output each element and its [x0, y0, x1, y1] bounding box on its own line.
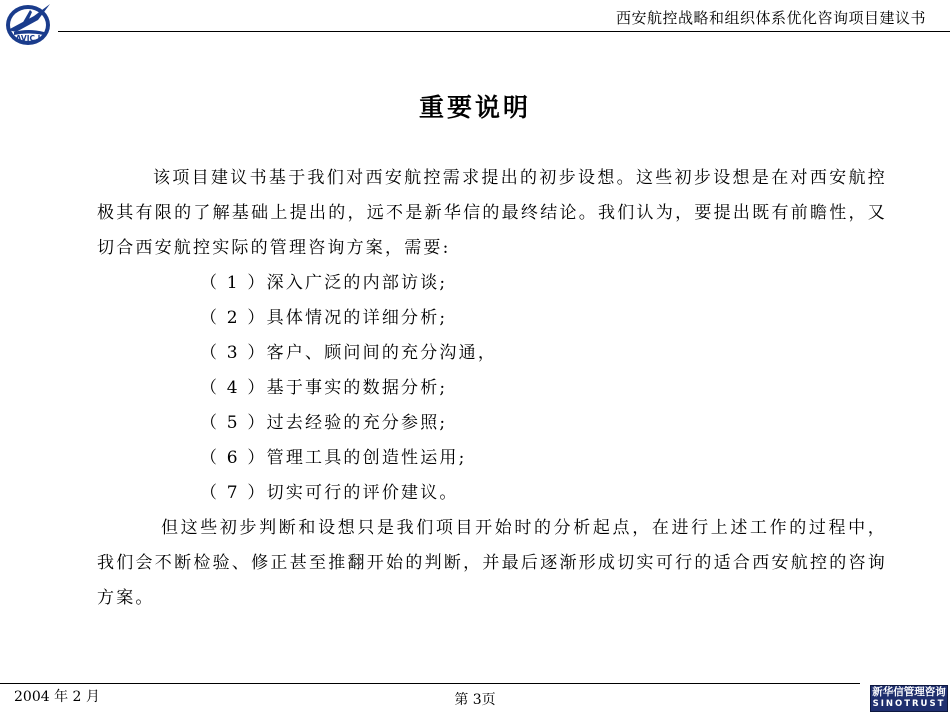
avic-emblem-icon: [4, 2, 54, 46]
list-item: （ 4 ）基于事实的数据分析;: [200, 378, 448, 398]
brand-name-en: SINOTRUST: [872, 699, 946, 709]
header-divider: [58, 31, 950, 32]
footer-divider: [0, 683, 860, 684]
list-item: （ 6 ）管理工具的创造性运用;: [200, 448, 467, 468]
page-title: 重要说明: [418, 93, 531, 122]
intro-paragraph: 该项目建议书基于我们对西安航控需求提出的初步设想。这些初步设想是在对西安航控极其有限的了解基础上提出的，远不是新华信的最终结论。我们认为，要提出既有前瞻性，又切合西安航控实际的管理咨询方案，需要:: [97, 168, 887, 258]
avic-logo: [4, 2, 54, 46]
requirements-list: [97, 266, 887, 511]
list-item: （ 2 ）具体情况的详细分析;: [200, 308, 448, 328]
conclusion-paragraph: 但这些初步判断和设想只是我们项目开始时的分析起点，在进行上述工作的过程中，我们会不断检验、修正甚至推翻开始的判断，并最后逐渐形成切实可行的适合西安航控的咨询方案。: [97, 518, 887, 608]
logo-text: AVIC I: [15, 34, 41, 43]
list-item: （ 1 ）深入广泛的内部访谈;: [200, 273, 448, 293]
footer-date: 2004 年 2 月: [14, 689, 100, 705]
brand-name-cn: 新华信管理咨询: [872, 686, 946, 698]
list-item: （ 3 ）客户、顾问间的充分沟通，: [200, 343, 498, 363]
header-title: 西安航控战略和组织体系优化咨询项目建议书: [615, 9, 926, 27]
main-content: [97, 161, 887, 616]
page-number: 第 3页: [454, 692, 496, 708]
sinotrust-logo: [870, 685, 948, 712]
list-item: （ 5 ）过去经验的充分参照;: [200, 413, 448, 433]
list-item: （ 7 ）切实可行的评价建议。: [200, 483, 459, 503]
